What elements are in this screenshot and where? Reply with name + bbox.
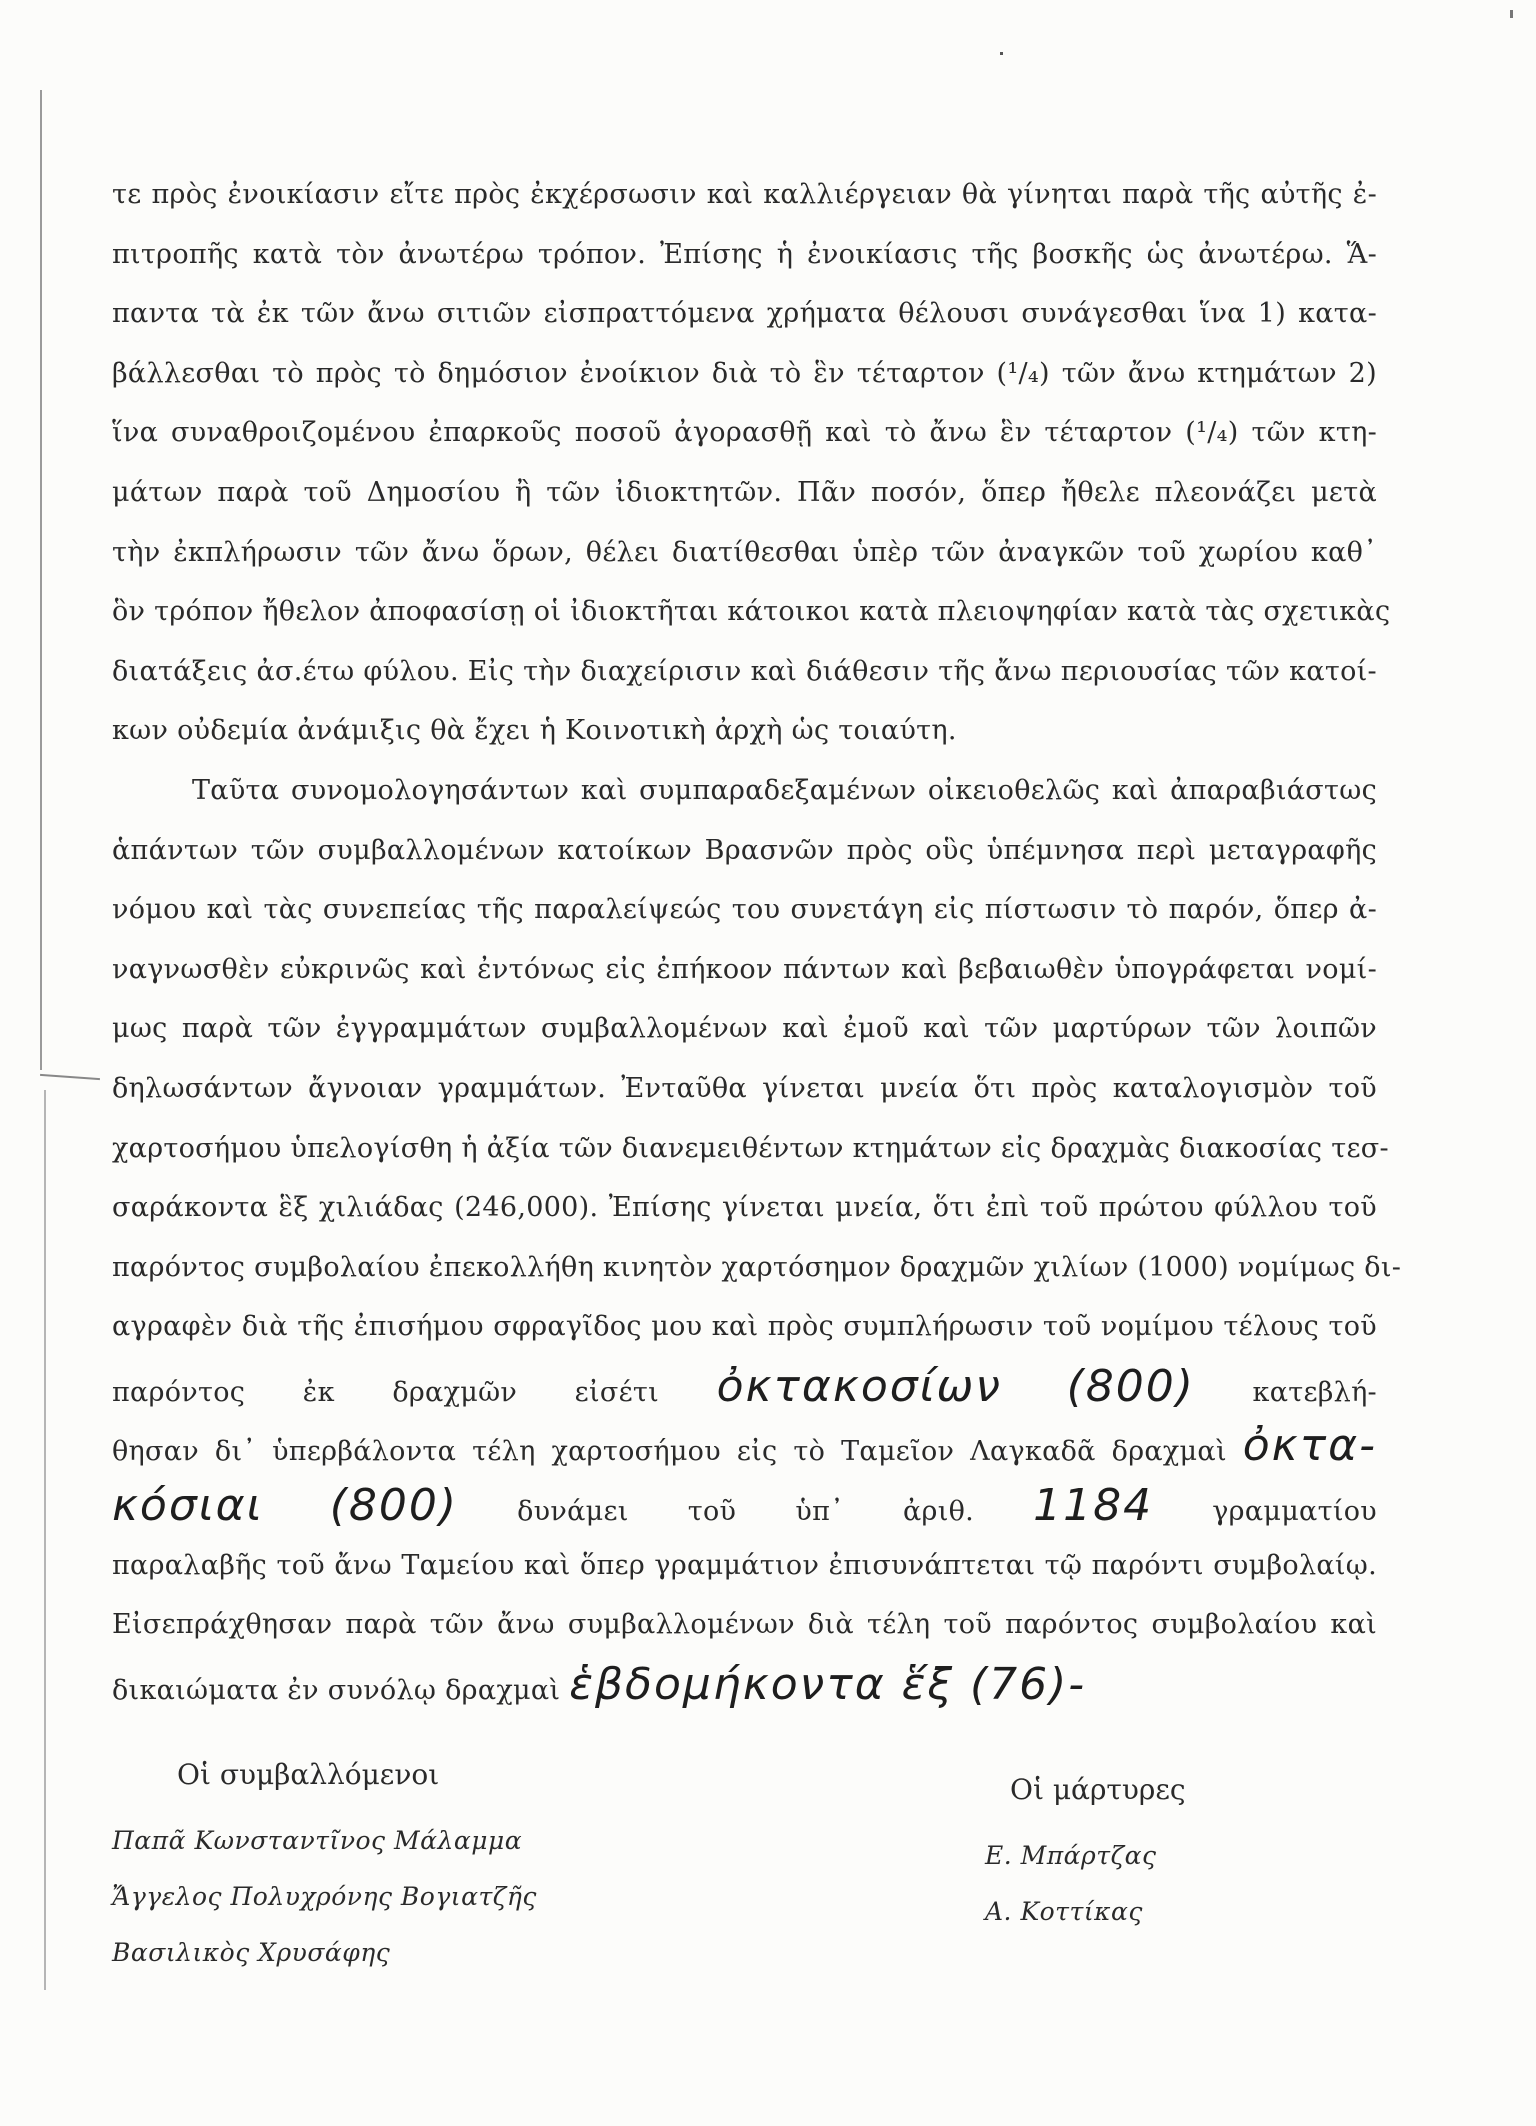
handwritten-amount: ἑβδομήκοντα ἕξ (76)- (569, 1658, 1087, 1710)
witness-name: Α. Κοττίκας (985, 1897, 1143, 1926)
typed-text: δικαιώματα ἐν συνόλῳ δραχμαὶ (112, 1674, 561, 1706)
text-line: πιτροπῆς κατὰ τὸν ἀνωτέρω τρόπον. Ἐπίσης ἡ ἐνοικίασις τῆς βοσκῆς ὡς ἀνωτέρω. Ἅ- (112, 238, 1377, 270)
text-line: διατάξεις ἀσ.έτω φύλου. Εἰς τὴν διαχείρισιν καὶ διάθεσιν τῆς ἄνω περιουσίας τῶν κατοί- (112, 655, 1377, 687)
text-line-with-handwriting (112, 1357, 1377, 1417)
text-line-with-handwriting (112, 1655, 1377, 1715)
text-line: Εἰσεπράχθησαν παρὰ τῶν ἄνω συμβαλλομένων διὰ τέλη τοῦ παρόντος συμβολαίου καὶ (112, 1609, 1377, 1641)
text-line: ἁπάντων τῶν συμβαλλομένων κατοίκων Βρασνῶν πρὸς οὓς ὑπέμνησα περὶ μεταγραφῆς (112, 834, 1377, 866)
text-line-with-handwriting (112, 1416, 1377, 1476)
contracting-parties-block (112, 1755, 712, 1981)
typed-text: δυνάμει τοῦ ὑπ᾽ ἀριθ. (517, 1496, 975, 1528)
party-name: Ἄγγελος Πολυχρόνης Βογιατζῆς (112, 1882, 537, 1911)
margin-line (44, 1090, 46, 1990)
text-line: ἵνα συναθροιζομένου ἐπαρκοῦς ποσοῦ ἀγορασθῇ καὶ τὸ ἄνω ἓν τέταρτον (¹/₄) τῶν κτη- (112, 417, 1377, 449)
paragraph-start-line: Ταῦτα συνομολογησάντων καὶ συμπαραδεξαμένων οἰκειοθελῶς καὶ ἀπαραβιάστως (192, 774, 1377, 806)
handwritten-amount: ὀκτα- (1242, 1420, 1377, 1472)
text-line: νόμου καὶ τὰς συνεπείας τῆς παραλείψεώς του συνετάγη εἰς πίστωσιν τὸ παρόν, ὅπερ ἀ- (112, 894, 1377, 926)
typed-text: θησαν δι᾽ ὑπερβάλοντα τέλη χαρτοσήμου εἰς τὸ Ταμεῖον Λαγκαδᾶ δραχμαὶ (112, 1436, 1227, 1468)
text-line: τε πρὸς ἐνοικίασιν εἴτε πρὸς ἐκχέρσωσιν καὶ καλλιέργειαν θὰ γίνηται παρὰ τῆς αὐτῆς ἐ- (112, 179, 1377, 210)
text-line: κων οὐδεμία ἀνάμιξις θὰ ἔχει ἡ Κοινοτικὴ ἀρχὴ ὡς τοιαύτη. (112, 715, 957, 747)
text-line: παραλαβῆς τοῦ ἄνω Ταμείου καὶ ὅπερ γραμμάτιον ἐπισυνάπτεται τῷ παρόντι συμβολαίῳ. (112, 1549, 1377, 1581)
party-name: Παπᾶ Κωνσταντῖνος Μάλαμμα (112, 1826, 523, 1855)
text-line: παντα τὰ ἐκ τῶν ἄνω σιτιῶν εἰσπραττόμενα χρήματα θέλουσι συνάγεσθαι ἵνα 1) κατα- (112, 298, 1377, 330)
text-line-with-handwriting (112, 1476, 1377, 1536)
fold-mark (40, 1074, 100, 1080)
text-line: μως παρὰ τῶν ἐγγραμμάτων συμβαλλομένων καὶ ἐμοῦ καὶ τῶν μαρτύρων τῶν λοιπῶν (112, 1013, 1377, 1045)
text-line: βάλλεσθαι τὸ πρὸς τὸ δημόσιον ἐνοίκιον διὰ τὸ ἓν τέταρτον (¹/₄) τῶν ἄνω κτημάτων 2) (112, 357, 1377, 389)
text-line: χαρτοσήμου ὑπελογίσθη ἡ ἀξία τῶν διανεμειθέντων κτημάτων εἰς δραχμὰς διακοσίας τεσ- (112, 1132, 1389, 1164)
text-line: ὃν τρόπον ἤθελον ἀποφασίσῃ οἱ ἰδιοκτῆται κάτοικοι κατὰ πλειοψηφίαν κατὰ τὰς σχετικὰς (112, 596, 1391, 628)
typed-text: παρόντος ἐκ δραχμῶν εἰσέτι (112, 1376, 659, 1408)
witnesses-heading: Οἱ μάρτυρες (1010, 1773, 1186, 1806)
contract-body (112, 165, 1402, 1714)
handwritten-amount: κόσιαι (800) (112, 1480, 459, 1532)
text-line: σαράκοντα ἓξ χιλιάδας (246,000). Ἐπίσης γίνεται μνεία, ὅτι ἐπὶ τοῦ πρώτου φύλλου τοῦ (112, 1192, 1377, 1224)
text-line: ναγνωσθὲν εὐκρινῶς καὶ ἐντόνως εἰς ἐπήκοον πάντων καὶ βεβαιωθὲν ὑπογράφεται νομί- (112, 953, 1377, 985)
typed-text: γραμματίου (1212, 1496, 1377, 1528)
witness-name: Ε. Μπάρτζας (985, 1841, 1157, 1870)
handwritten-amount: ὀκτακοσίων (800) (716, 1360, 1195, 1412)
witnesses-block (985, 1770, 1385, 1940)
text-line: μάτων παρὰ τοῦ Δημοσίου ἢ τῶν ἰδιοκτητῶν. Πᾶν ποσόν, ὅπερ ἤθελε πλεονάζει μετὰ (112, 476, 1377, 508)
text-line: παρόντος συμβολαίου ἐπεκολλήθη κινητὸν χαρτόσημον δραχμῶν χιλίων (1000) νομίμως δι- (112, 1251, 1402, 1283)
ink-speck (1510, 10, 1513, 18)
typed-text: κατεβλή- (1252, 1376, 1377, 1408)
text-line: αγραφὲν διὰ τῆς ἐπισήμου σφραγῖδος μου καὶ πρὸς συμπλήρωσιν τοῦ νομίμου τέλους τοῦ (112, 1311, 1377, 1343)
text-line: δηλωσάντων ἄγνοιαν γραμμάτων. Ἐνταῦθα γίνεται μνεία ὅτι πρὸς καταλογισμὸν τοῦ (112, 1072, 1377, 1104)
text-line: τὴν ἐκπλήρωσιν τῶν ἄνω ὅρων, θέλει διατίθεσθαι ὑπὲρ τῶν ἀναγκῶν τοῦ χωρίου καθ᾽ (112, 536, 1377, 568)
margin-line (40, 90, 42, 1070)
party-name: Βασιλικὸς Χρυσάφης (112, 1938, 391, 1967)
handwritten-receipt-number: 1184 (1033, 1480, 1154, 1532)
ink-speck (1000, 52, 1003, 55)
parties-heading: Οἱ συμβαλλόμενοι (177, 1758, 440, 1791)
